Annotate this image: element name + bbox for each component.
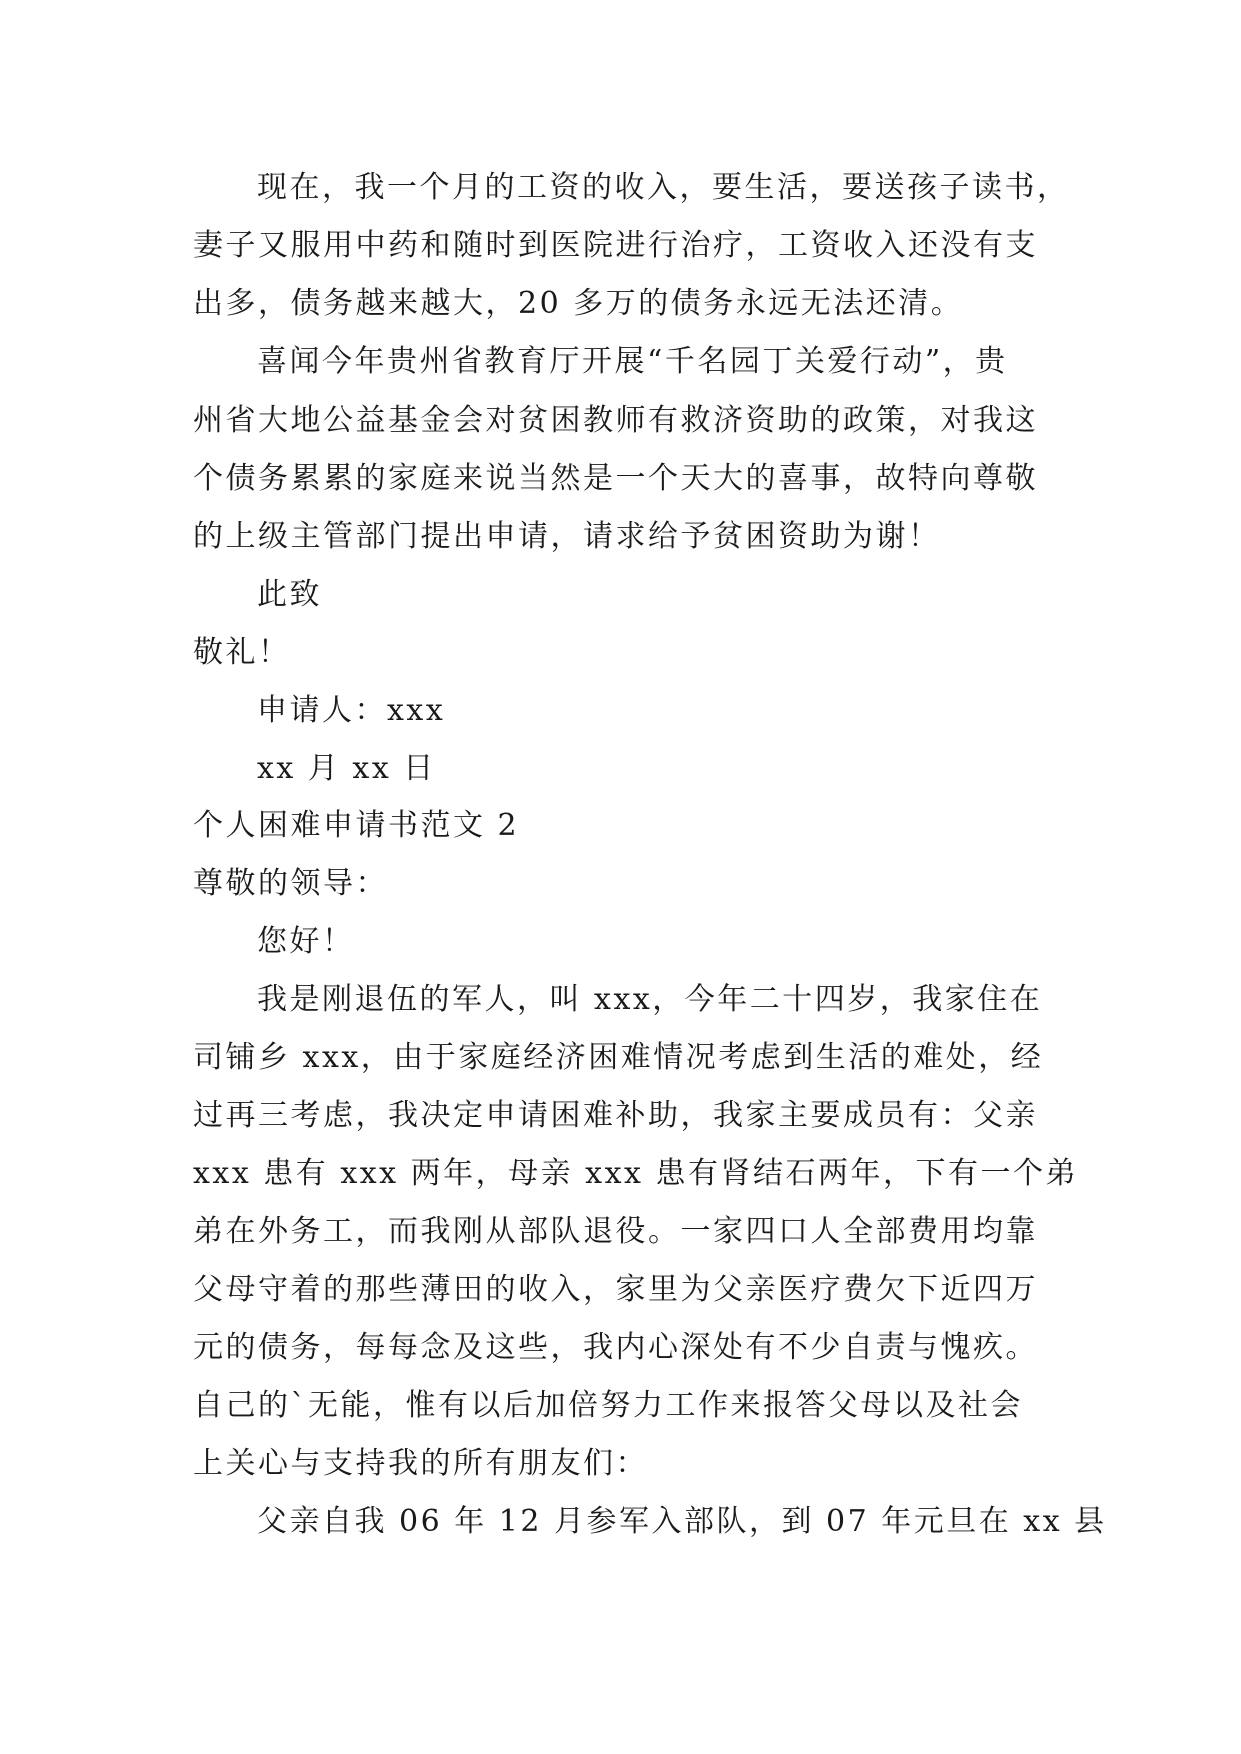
paragraph-line: 父母守着的那些薄田的收入，家里为父亲医疗费欠下近四万 [193,1272,1038,1307]
paragraph-line: 自己的`无能，惟有以后加倍努力工作来报答父母以及社会 [193,1388,1023,1423]
closing-salutation: 此致 [257,577,322,612]
paragraph-line: 我是刚退伍的军人，叫 xxx，今年二十四岁，我家住在 [257,982,1043,1017]
paragraph-line: 喜闻今年贵州省教育厅开展“千名园丁关爱行动”，贵 [257,344,1008,379]
paragraph-line: 个债务累累的家庭来说当然是一个天大的喜事，故特向尊敬 [193,461,1038,496]
applicant-signature: 申请人：xxx [257,693,446,728]
section-title: 个人困难申请书范文 2 [193,808,520,843]
paragraph-line: 出多，债务越来越大，20 多万的债务永远无法还清。 [193,286,964,321]
paragraph-line: 元的债务，每每念及这些，我内心深处有不少自责与愧疚。 [193,1330,1038,1365]
paragraph-line: 现在，我一个月的工资的收入，要生活，要送孩子读书， [257,170,1070,205]
paragraph-line: 司铺乡 xxx，由于家庭经济困难情况考虑到生活的难处，经 [193,1040,1044,1075]
paragraph-line: 过再三考虑，我决定申请困难补助，我家主要成员有：父亲 [193,1098,1038,1133]
letter-hello: 您好！ [257,924,355,959]
paragraph-line: 父亲自我 06 年 12 月参军入部队，到 07 年元旦在 xx 县 [257,1504,1107,1539]
letter-greeting: 尊敬的领导： [193,866,388,901]
paragraph-line: xxx 患有 xxx 两年，母亲 xxx 患有肾结石两年，下有一个弟 [193,1156,1078,1191]
paragraph-line: 上关心与支持我的所有朋友们： [193,1446,648,1481]
paragraph-line: 的上级主管部门提出申请，请求给予贫困资助为谢！ [193,519,941,554]
paragraph-line: 州省大地公益基金会对贫困教师有救济资助的政策，对我这 [193,403,1038,438]
paragraph-line: 妻子又服用中药和随时到医院进行治疗，工资收入还没有支 [193,228,1038,263]
closing-regards: 敬礼！ [193,635,291,670]
paragraph-line: 弟在外务工，而我刚从部队退役。一家四口人全部费用均靠 [193,1214,1038,1249]
date-line: xx 月 xx 日 [257,751,436,786]
